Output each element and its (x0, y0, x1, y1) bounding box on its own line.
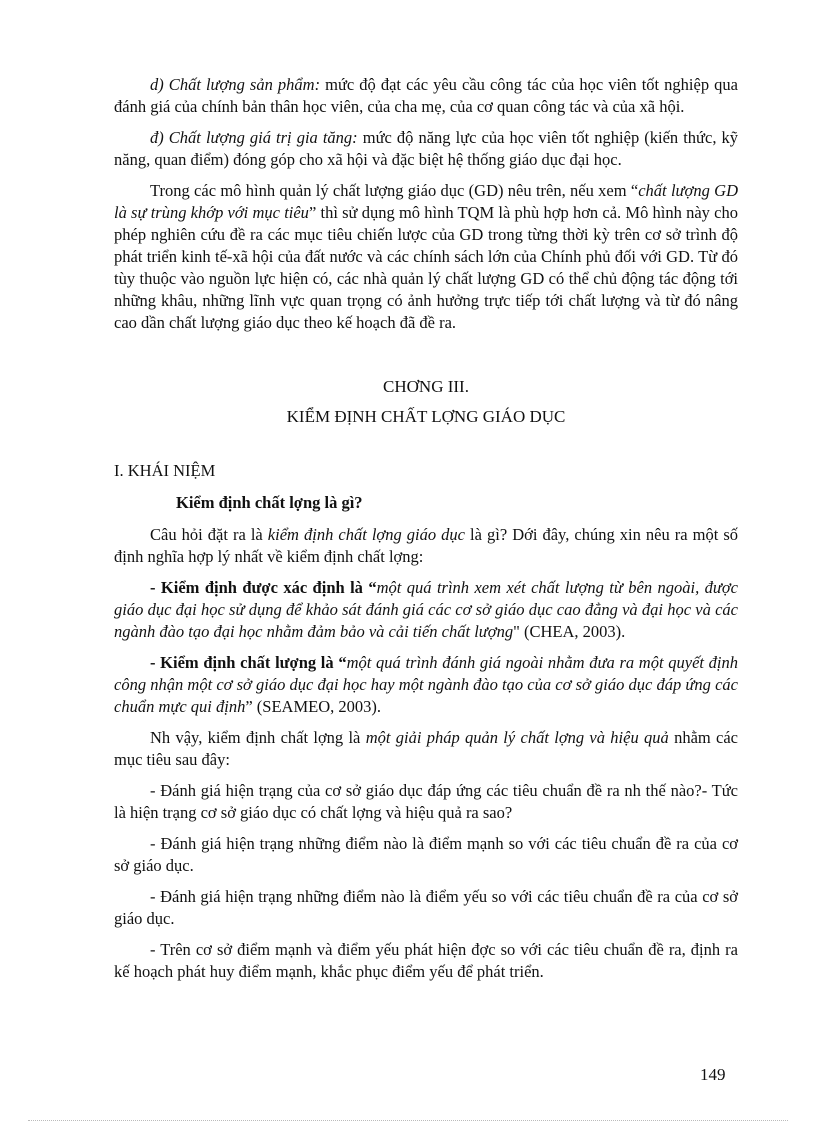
text-question-start: Câu hỏi đặt ra là (150, 525, 268, 544)
chapter-heading (114, 372, 738, 432)
text-tqm-quote: chất lượng GD là sự trùng khớp với mục tiêu (114, 181, 738, 222)
text-goals-rest: nhằm các mục tiêu sau đây: (114, 728, 738, 769)
paragraph-product-quality (114, 74, 738, 118)
paragraph-value-added (114, 127, 738, 171)
text-seameo-lead: - Kiểm định chất lượng là “ (150, 653, 347, 672)
text-chea-quote: một quá trình xem xét chất lượng từ bên ngoài, được giáo dục đại học sử dụng để khảo sát đánh giá các cơ sở giáo dục cao đẳng và đại học và các ngành đào tạo đại học nhằm đảm bảo và cải tiến chất lượng (114, 578, 738, 641)
text-question-term: kiểm định chất lợng giáo dục (267, 525, 465, 544)
text-tqm-rest: ” thì sử dụng mô hình TQM là phù hợp hơn cả. Mô hình này cho phép nghiên cứu đề ra các mục tiêu chiến lược của GD trong từng thời kỳ trên cơ sở trình độ phát triển kinh tế-xã hội của đất nước và các chính sách lớn của Chính phủ đối với GD. Từ đó tùy thuộc vào nguồn lực hiện có, các nhà quản lý chất lượng GD có thể chủ động tác động tới những khâu, những lĩnh vực quan trọng có ảnh hưởng trực tiếp tới chất lượng và từ đó nâng cao dần chất lượng giáo dục theo kế hoạch đã đề ra. (114, 203, 738, 332)
paragraph-goals-intro (114, 727, 738, 771)
paragraph-tqm (114, 180, 738, 334)
text-seameo-quote: một quá trình đánh giá ngoài nhằm đưa ra một quyết định công nhận một cơ sở giáo dục đại học hay một ngành đào tạo của cơ sở giáo dục đáp ứng các chuẩn mực qui định (114, 653, 738, 716)
text-goals-term: một giải pháp quản lý chất lợng và hiệu quả (365, 728, 669, 747)
goal-item-2: - Đánh giá hiện trạng những điểm nào là điểm mạnh so với các tiêu chuẩn đề ra của cơ sở giáo dục. (114, 834, 738, 875)
paragraph-question (114, 524, 738, 568)
goal-item-3: - Đánh giá hiện trạng những điểm nào là điểm yếu so với các tiêu chuẩn đề ra của cơ sở giáo dục. (114, 887, 738, 928)
chapter-number: CHƠNG III. (383, 377, 469, 396)
text-value-added: mức độ năng lực của học viên tốt nghiệp (kiến thức, kỹ năng, quan điểm) đóng góp cho xã hội và đặc biệt hệ thống giáo dục đại học. (114, 128, 738, 169)
chapter-title: KIỂM ĐỊNH CHẤT LỢNG GIÁO DỤC (286, 407, 566, 426)
goal-item-1: - Đánh giá hiện trạng của cơ sở giáo dục đáp ứng các tiêu chuẩn đề ra nh thế nào?- Tức là hiện trạng cơ sở giáo dục có chất lợng và hiệu quả ra sao? (114, 781, 738, 822)
section-heading: I. KHÁI NIỆM (114, 461, 216, 480)
page-number: 149 (700, 1065, 726, 1084)
text-chea-source: " (CHEA, 2003). (513, 622, 626, 641)
text-question-rest: là gì? Dới đây, chúng xin nêu ra một số định nghĩa hợp lý nhất về kiểm định chất lợng: (114, 525, 739, 566)
definition-seameo (114, 652, 738, 718)
goal-item-4: - Trên cơ sở điểm mạnh và điểm yếu phát hiện đợc so với các tiêu chuẩn đề ra, định ra kế hoạch phát huy điểm mạnh, khắc phục điểm yếu để phát triển. (114, 940, 738, 981)
term-product-quality: d) Chất lượng sản phẩm: (150, 75, 321, 94)
text-seameo-source: ” (SEAMEO, 2003). (245, 697, 382, 716)
subsection-heading: Kiểm định chất lợng là gì? (176, 493, 363, 512)
term-value-added: đ) Chất lượng giá trị gia tăng: (150, 128, 358, 147)
text-goals-start: Nh vậy, kiểm định chất lợng là (150, 728, 366, 747)
text-chea-lead: - Kiểm định được xác định là “ (150, 578, 377, 597)
page-content (114, 74, 738, 992)
footer-divider (28, 1120, 788, 1121)
text-tqm-start: Trong các mô hình quản lý chất lượng giáo dục (GD) nêu trên, nếu xem “ (150, 181, 639, 200)
definition-chea (114, 577, 738, 643)
text-product-quality: mức độ đạt các yêu cầu công tác của học viên tốt nghiệp qua đánh giá của chính bản thân học viên, của cha mẹ, của cơ quan công tác và của xã hội. (114, 75, 738, 116)
